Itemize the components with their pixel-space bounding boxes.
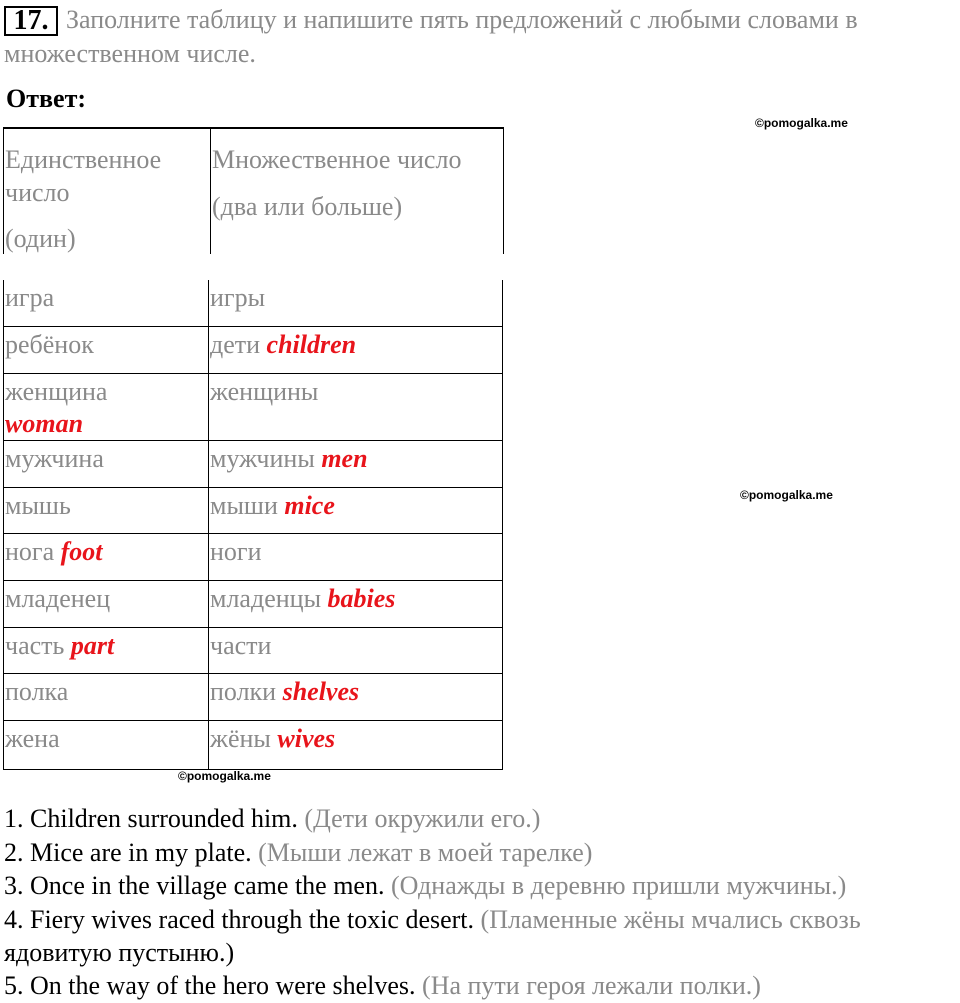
singular-translation: woman [5, 408, 84, 438]
plural-cell [209, 373, 503, 440]
sentence-russian: (Однажды в деревню пришли мужчины.) [390, 871, 847, 900]
table-row [4, 326, 503, 373]
table-row [4, 280, 503, 326]
sentence-russian: (Пламенные жёны мчались сквозь [480, 905, 861, 934]
singular-cell [4, 673, 209, 720]
sentence-english: 2. Mice are in my plate. [4, 838, 252, 867]
plural-translation: babies [327, 583, 396, 613]
plural-word: мужчины [210, 443, 315, 473]
task-number: 17. [4, 6, 58, 36]
plural-cell [209, 280, 503, 326]
singular-word: мышь [5, 490, 71, 520]
sentence-russian: (Дети окружили его.) [304, 804, 541, 833]
plural-word: мыши [210, 490, 278, 520]
table-header-divider [210, 127, 211, 254]
singular-cell [4, 720, 209, 769]
table-row [4, 533, 503, 580]
plural-word: игры [210, 283, 266, 312]
sentence-english: 5. On the way of the hero were shelves. [4, 971, 416, 1000]
task-instruction-line2: множественном числе. [4, 39, 256, 68]
singular-word: младенец [5, 583, 111, 613]
singular-word: ребёнок [5, 329, 94, 359]
singular-cell [4, 280, 209, 326]
watermark: ©pomogalka.me [740, 488, 833, 502]
header-singular-line2: число [5, 178, 70, 207]
header-singular-line3: (один) [5, 224, 76, 253]
plural-cell [209, 580, 503, 627]
plural-cell [209, 533, 503, 580]
plural-word: жёны [210, 723, 271, 753]
sentence-5 [4, 969, 960, 1003]
singular-cell [4, 580, 209, 627]
table-row [4, 373, 503, 440]
table-row [4, 580, 503, 627]
watermark: ©pomogalka.me [178, 769, 271, 783]
sentence-russian: (На пути героя лежали полки.) [422, 971, 761, 1000]
sentence-2 [4, 836, 960, 870]
sentence-english: 4. Fiery wives raced through the toxic desert. [4, 905, 475, 934]
answer-label: Ответ: [6, 84, 87, 113]
singular-cell [4, 533, 209, 580]
singular-cell [4, 326, 209, 373]
singular-translation: foot [60, 536, 103, 566]
plural-translation: men [321, 443, 368, 473]
singular-word: полка [5, 676, 69, 706]
singular-cell [4, 373, 209, 440]
plural-translation: wives [277, 723, 336, 753]
plural-cell [209, 673, 503, 720]
sentence-russian: (Мыши лежат в моей тарелке) [258, 838, 593, 867]
singular-translation: part [70, 630, 115, 660]
plural-cell [209, 440, 503, 487]
singular-word: жена [5, 723, 60, 753]
plural-word: ноги [210, 536, 262, 566]
singular-cell [4, 627, 209, 673]
sentence-english: 1. Children surrounded him. [4, 804, 298, 833]
singular-word: мужчина [5, 443, 104, 473]
plural-cell [209, 627, 503, 673]
plural-translation: shelves [282, 676, 360, 706]
sentence-english: 3. Once in the village came the men. [4, 871, 385, 900]
plural-cell [209, 720, 503, 769]
plural-cell [209, 487, 503, 533]
word-table [3, 280, 503, 770]
watermark: ©pomogalka.me [755, 116, 848, 130]
plural-cell [209, 326, 503, 373]
singular-word: игра [5, 283, 55, 312]
table-row [4, 673, 503, 720]
table-row [4, 627, 503, 673]
plural-word: женщины [210, 376, 319, 406]
singular-word: женщина [5, 376, 108, 406]
singular-cell [4, 487, 209, 533]
header-plural-line2: (два или больше) [212, 192, 403, 221]
singular-word: нога [5, 536, 55, 566]
singular-cell [4, 440, 209, 487]
plural-word: части [210, 630, 272, 660]
plural-translation: children [266, 329, 357, 359]
plural-translation: mice [284, 490, 335, 520]
sentence-4 [4, 903, 960, 937]
plural-word: младенцы [210, 583, 322, 613]
plural-word: дети [210, 329, 261, 359]
header-singular-line1: Единственное [5, 145, 162, 174]
plural-word: полки [210, 676, 277, 706]
singular-word: часть [5, 630, 65, 660]
table-row [4, 487, 503, 533]
sentence-3 [4, 869, 960, 903]
header-plural-line1: Множественное число [212, 145, 462, 174]
table-row [4, 720, 503, 769]
sentence-1 [4, 802, 960, 836]
table-row [4, 440, 503, 487]
sentence-4-continuation: ядовитую пустыню.) [4, 938, 235, 967]
task-instruction-line1: Заполните таблицу и напишите пять предложений с любыми словами в [66, 5, 858, 34]
